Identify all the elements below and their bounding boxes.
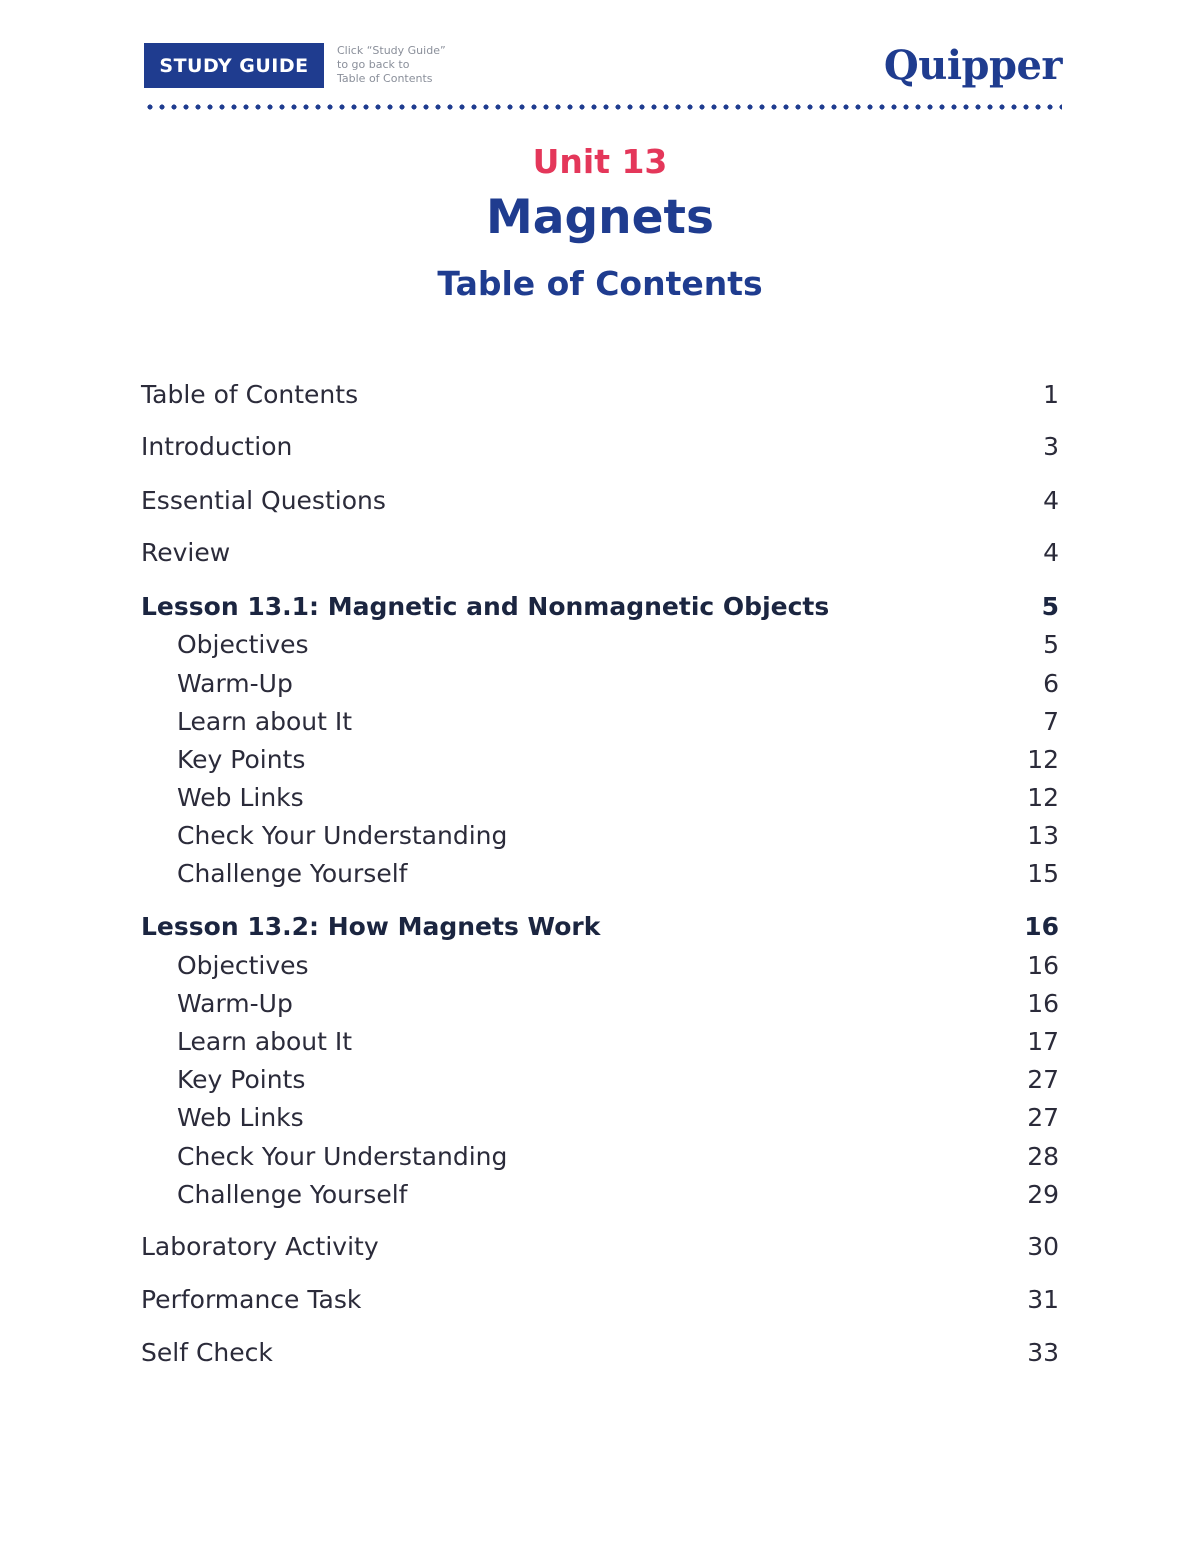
toc-link-laboratory-activity[interactable] bbox=[141, 1228, 1059, 1264]
toc-entry-label: Challenge Yourself bbox=[177, 1179, 408, 1209]
toc-link-key-points[interactable] bbox=[141, 1061, 1059, 1097]
toc-entry-label: Web Links bbox=[177, 1102, 304, 1132]
hint-line: Table of Contents bbox=[337, 72, 433, 85]
hint-line: to go back to bbox=[337, 58, 410, 71]
quipper-logo: Quipper bbox=[883, 42, 1062, 89]
toc-entry-label: Check Your Understanding bbox=[177, 820, 508, 850]
toc-link-check-your-understanding[interactable] bbox=[141, 817, 1059, 853]
toc-link-self-check[interactable] bbox=[141, 1334, 1059, 1370]
toc-entry-label: Performance Task bbox=[141, 1284, 362, 1314]
toc-entry-page: 12 bbox=[1027, 782, 1059, 812]
toc-entry-label: Key Points bbox=[177, 1064, 306, 1094]
toc-entry-label: Check Your Understanding bbox=[177, 1141, 508, 1171]
toc-entry-label: Laboratory Activity bbox=[141, 1231, 379, 1261]
toc-entry-page: 16 bbox=[1024, 911, 1059, 941]
toc-entry-page: 16 bbox=[1027, 950, 1059, 980]
toc-entry-page: 13 bbox=[1027, 820, 1059, 850]
toc-entry-page: 29 bbox=[1027, 1179, 1059, 1209]
toc-link-learn-about-it[interactable] bbox=[141, 1023, 1059, 1059]
toc-entry-page: 27 bbox=[1027, 1102, 1059, 1132]
toc-entry-page: 27 bbox=[1027, 1064, 1059, 1094]
toc-link-challenge-yourself[interactable] bbox=[141, 855, 1059, 891]
toc-entry-page: 12 bbox=[1027, 744, 1059, 774]
toc-link-challenge-yourself[interactable] bbox=[141, 1176, 1059, 1212]
page-header bbox=[144, 43, 1062, 89]
toc-link-lesson-13-1[interactable] bbox=[141, 588, 1059, 624]
toc-link-performance-task[interactable] bbox=[141, 1281, 1059, 1317]
toc-entry-page: 16 bbox=[1027, 988, 1059, 1018]
toc-entry-page: 31 bbox=[1027, 1284, 1059, 1314]
toc-link-warm-up[interactable] bbox=[141, 665, 1059, 701]
toc-entry-label: Lesson 13.1: Magnetic and Nonmagnetic Objects bbox=[141, 591, 830, 621]
toc-entry-label: Table of Contents bbox=[141, 379, 359, 409]
toc-entry-label: Warm-Up bbox=[177, 668, 293, 698]
toc-link-essential-questions[interactable] bbox=[141, 482, 1059, 518]
toc-entry-page: 3 bbox=[1043, 431, 1059, 461]
unit-title: Magnets bbox=[486, 190, 714, 245]
toc-entry-page: 1 bbox=[1043, 379, 1059, 409]
toc-entry-page: 15 bbox=[1027, 858, 1059, 888]
toc-entry-page: 5 bbox=[1041, 591, 1059, 621]
toc-link-table-of-contents[interactable] bbox=[141, 376, 1059, 412]
toc-link-check-your-understanding[interactable] bbox=[141, 1138, 1059, 1174]
toc-link-review[interactable] bbox=[141, 534, 1059, 570]
toc-link-objectives[interactable] bbox=[141, 626, 1059, 662]
toc-link-warm-up[interactable] bbox=[141, 985, 1059, 1021]
toc-entry-label: Lesson 13.2: How Magnets Work bbox=[141, 911, 601, 941]
unit-number: Unit 13 bbox=[532, 142, 668, 181]
hint-line: Click “Study Guide” bbox=[337, 44, 446, 57]
toc-entry-label: Self Check bbox=[141, 1337, 273, 1367]
toc-link-key-points[interactable] bbox=[141, 741, 1059, 777]
toc-link-introduction[interactable] bbox=[141, 428, 1059, 464]
toc-link-objectives[interactable] bbox=[141, 947, 1059, 983]
toc-entry-page: 4 bbox=[1043, 485, 1059, 515]
study-guide-button[interactable]: STUDY GUIDE bbox=[144, 43, 324, 88]
toc-entry-label: Challenge Yourself bbox=[177, 858, 408, 888]
toc-entry-label: Learn about It bbox=[177, 706, 353, 736]
toc-entry-page: 5 bbox=[1043, 629, 1059, 659]
toc-entry-label: Warm-Up bbox=[177, 988, 293, 1018]
toc-entry-page: 28 bbox=[1027, 1141, 1059, 1171]
toc-entry-page: 4 bbox=[1043, 537, 1059, 567]
toc-entry-label: Essential Questions bbox=[141, 485, 386, 515]
study-guide-hint bbox=[337, 44, 467, 86]
toc-entry-label: Web Links bbox=[177, 782, 304, 812]
toc-entry-page: 30 bbox=[1027, 1231, 1059, 1261]
toc-entry-page: 33 bbox=[1027, 1337, 1059, 1367]
toc-entry-page: 7 bbox=[1043, 706, 1059, 736]
toc-entry-label: Objectives bbox=[177, 950, 309, 980]
toc-entry-page: 17 bbox=[1027, 1026, 1059, 1056]
toc-heading: Table of Contents bbox=[437, 264, 763, 303]
toc-link-learn-about-it[interactable] bbox=[141, 703, 1059, 739]
toc-entry-label: Learn about It bbox=[177, 1026, 353, 1056]
toc-link-web-links[interactable] bbox=[141, 779, 1059, 815]
toc-entry-label: Review bbox=[141, 537, 231, 567]
toc-entry-label: Objectives bbox=[177, 629, 309, 659]
toc-entry-page: 6 bbox=[1043, 668, 1059, 698]
toc-link-web-links[interactable] bbox=[141, 1099, 1059, 1135]
toc-link-lesson-13-2[interactable] bbox=[141, 908, 1059, 944]
toc-entry-label: Introduction bbox=[141, 431, 293, 461]
dotted-divider bbox=[144, 104, 1062, 110]
toc-entry-label: Key Points bbox=[177, 744, 306, 774]
